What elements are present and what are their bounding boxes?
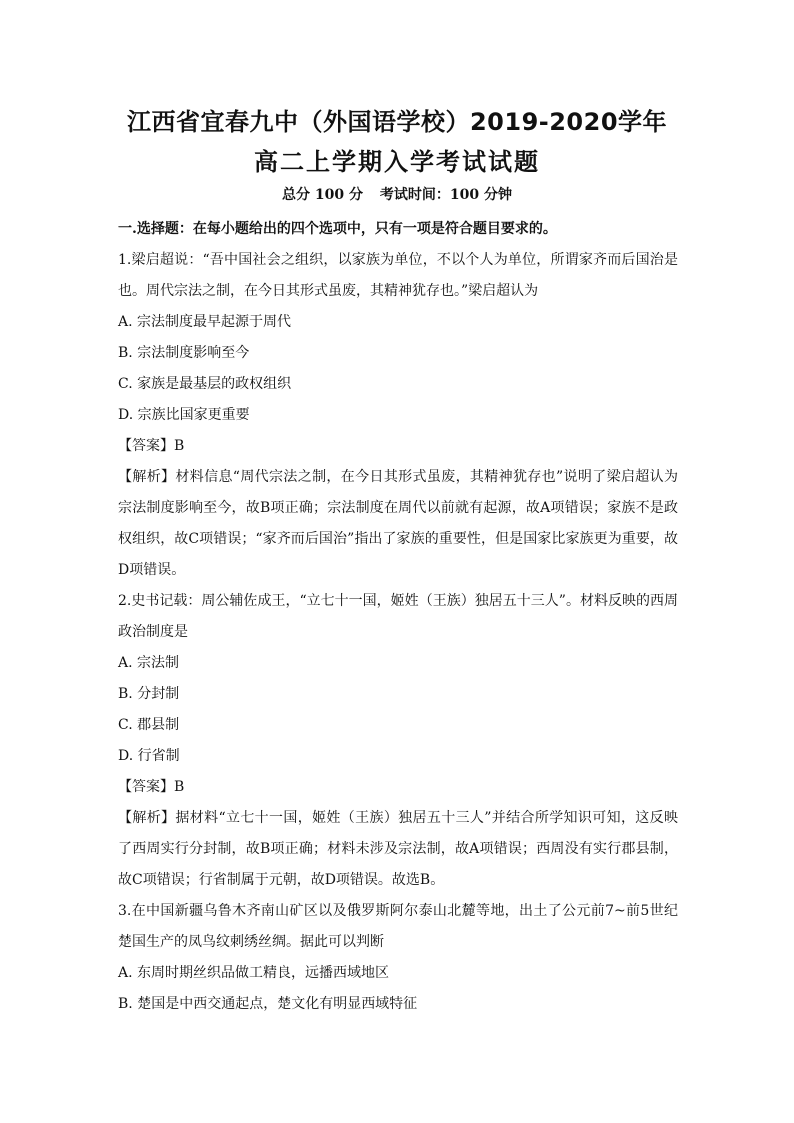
analysis: 【解析】据材料“立七十一国，姬姓（王族）独居五十三人”并结合所学知识可知，这反映了西周实行分封制，故B项正确；材料未涉及宗法制，故A项错误；西周没有实行郡县制，故C项错误；行省制属于元朝，故D项错误。故选B。 — [118, 810, 678, 888]
option-c: C. 家族是最基层的政权组织 — [118, 376, 292, 392]
option-d: D. 行省制 — [118, 748, 180, 764]
exam-meta — [0, 184, 794, 204]
question-stem: 1.梁启超说：“吾中国社会之组织，以家族为单位，不以个人为单位，所谓家齐而后国治是也。周代宗法之制，在今日其形式虽废，其精神犹存也。”梁启超认为 — [118, 252, 678, 299]
exam-time: 考试时间：100 分钟 — [379, 187, 512, 203]
option-a: A. 东周时期丝织品做工精良，远播西域地区 — [118, 965, 390, 981]
option-b: B. 分封制 — [118, 686, 180, 702]
section-heading: 一.选择题：在每小题给出的四个选项中，只有一项是符合题目要求的。 — [118, 221, 557, 237]
option-a: A. 宗法制度最早起源于周代 — [118, 314, 292, 330]
option-a: A. 宗法制 — [118, 655, 180, 671]
analysis: 【解析】材料信息“周代宗法之制，在今日其形式虽废，其精神犹存也”说明了梁启超认为宗法制度影响至今，故B项正确；宗法制度在周代以前就有起源，故A项错误；家族不是政权组织，故C项错误；“家齐而后国治”指出了家族的重要性，但是国家比家族更为重要，故D项错误。 — [118, 469, 678, 578]
total-score: 总分 100 分 — [282, 187, 363, 203]
answer: 【答案】B — [118, 438, 185, 454]
option-c: C. 郡县制 — [118, 717, 180, 733]
question-stem: 3.在中国新疆乌鲁木齐南山矿区以及俄罗斯阿尔泰山北麓等地，出土了公元前7~前5世纪楚国生产的凤鸟纹刺绣丝绸。据此可以判断 — [118, 903, 678, 950]
option-b: B. 宗法制度影响至今 — [118, 345, 250, 361]
document-subtitle: 高二上学期入学考试试题 — [254, 148, 540, 176]
answer: 【答案】B — [118, 779, 185, 795]
document-title: 江西省宜春九中（外国语学校）2019-2020学年 — [126, 108, 668, 136]
exam-content — [118, 214, 678, 1020]
option-b: B. 楚国是中西交通起点，楚文化有明显西域特征 — [118, 996, 418, 1012]
question-stem: 2.史书记载：周公辅佐成王，“立七十一国，姬姓（王族）独居五十三人”。材料反映的西周政治制度是 — [118, 593, 678, 640]
option-d: D. 宗族比国家更重要 — [118, 407, 250, 423]
